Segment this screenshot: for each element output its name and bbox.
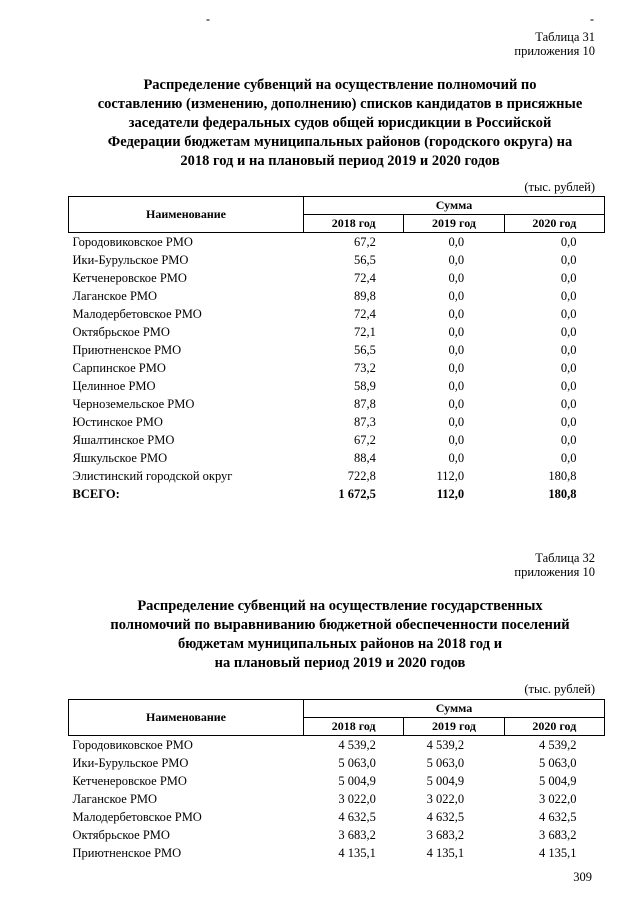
value-2018: 4 135,1 — [338, 846, 376, 860]
value-2020: 0,0 — [560, 271, 577, 285]
table-row — [69, 305, 605, 323]
page-number: 309 — [573, 870, 592, 884]
table32-title — [60, 597, 620, 673]
table-row — [69, 359, 605, 377]
value-2020: 5 004,9 — [539, 774, 577, 788]
row-name: Городовиковское РМО — [72, 235, 193, 249]
table-row — [69, 431, 605, 449]
row-name: Малодербетовское РМО — [72, 307, 202, 321]
header-sum: Сумма — [304, 700, 605, 718]
value-2018: 4 539,2 — [338, 738, 376, 752]
table-row — [69, 323, 605, 341]
scan-mark-left: - — [206, 12, 210, 26]
title-line: составлению (изменению, дополнению) списков кандидатов в присяжные — [97, 96, 583, 112]
value-2018: 72,4 — [353, 271, 376, 285]
table32-units: (тыс. рублей) — [524, 682, 595, 696]
table-row — [69, 341, 605, 359]
value-2019: 0,0 — [448, 397, 465, 411]
row-name: Яшкульское РМО — [72, 451, 168, 465]
table-row — [69, 287, 605, 305]
value-2020: 0,0 — [560, 451, 577, 465]
row-name: Сарпинское РМО — [72, 361, 166, 375]
header-2020: 2020 год — [504, 718, 604, 736]
value-2018: 3 683,2 — [338, 828, 376, 842]
value-2020: 4 632,5 — [539, 810, 577, 824]
table32-number: Таблица 32 — [535, 551, 595, 565]
value-2018: 3 022,0 — [338, 792, 376, 806]
value-2020: 0,0 — [560, 379, 577, 393]
value-2019: 0,0 — [448, 433, 465, 447]
value-2019: 0,0 — [448, 361, 465, 375]
table-row — [69, 826, 605, 844]
value-2020: 180,8 — [548, 487, 577, 501]
value-2020: 0,0 — [560, 289, 577, 303]
value-2019: 0,0 — [448, 325, 465, 339]
value-2018: 72,1 — [353, 325, 376, 339]
value-2018: 67,2 — [353, 235, 376, 249]
table-row — [69, 413, 605, 431]
table31-number: Таблица 31 — [535, 30, 595, 44]
row-name: Кетченеровское РМО — [72, 271, 187, 285]
table-row — [69, 808, 605, 826]
table-row — [69, 754, 605, 772]
value-2019: 3 683,2 — [426, 828, 465, 842]
row-name: Целинное РМО — [72, 379, 156, 393]
value-2019: 0,0 — [448, 253, 465, 267]
value-2020: 0,0 — [560, 307, 577, 321]
row-name: Юстинское РМО — [72, 415, 163, 429]
header-name: Наименование — [69, 700, 304, 736]
row-name: Лаганское РМО — [72, 289, 158, 303]
header-2019: 2019 год — [404, 215, 504, 233]
row-name: Октябрьское РМО — [72, 828, 170, 842]
value-2018: 5 004,9 — [338, 774, 376, 788]
value-2018: 73,2 — [353, 361, 376, 375]
value-2018: 4 632,5 — [338, 810, 376, 824]
table32-reference — [514, 551, 595, 579]
value-2018: 87,8 — [353, 397, 376, 411]
table31-title — [60, 76, 620, 171]
value-2019: 4 135,1 — [426, 846, 465, 860]
table-row — [69, 395, 605, 413]
table-row — [69, 736, 605, 755]
header-2020: 2020 год — [504, 215, 604, 233]
value-2018: 1 672,5 — [338, 487, 376, 501]
title-line: Распределение субвенций на осуществление полномочий по — [143, 77, 537, 93]
table-row — [69, 449, 605, 467]
table-row — [69, 233, 605, 252]
header-sum: Сумма — [304, 197, 605, 215]
value-2020: 3 683,2 — [539, 828, 577, 842]
header-2018: 2018 год — [304, 718, 404, 736]
title-line: Федерации бюджетам муниципальных районов (городского округа) на — [107, 134, 573, 150]
value-2019: 0,0 — [448, 343, 465, 357]
value-2018: 89,8 — [353, 289, 376, 303]
value-2020: 0,0 — [560, 415, 577, 429]
value-2020: 0,0 — [560, 325, 577, 339]
value-2020: 5 063,0 — [539, 756, 577, 770]
value-2019: 0,0 — [448, 379, 465, 393]
value-2018: 58,9 — [353, 379, 376, 393]
row-name: Приютненское РМО — [72, 846, 182, 860]
value-2019: 4 539,2 — [426, 738, 465, 752]
value-2018: 72,4 — [353, 307, 376, 321]
row-name: Ики-Бурульское РМО — [72, 253, 189, 267]
value-2019: 0,0 — [448, 271, 465, 285]
value-2019: 0,0 — [448, 307, 465, 321]
value-2020: 0,0 — [560, 235, 577, 249]
table-row — [69, 377, 605, 395]
value-2020: 0,0 — [560, 433, 577, 447]
title-line: заседатели федеральных судов общей юрисдикции в Российской — [128, 115, 552, 131]
value-2019: 0,0 — [448, 451, 465, 465]
value-2019: 112,0 — [436, 487, 465, 501]
row-name: Кетченеровское РМО — [72, 774, 187, 788]
row-name: Малодербетовское РМО — [72, 810, 202, 824]
table-row — [69, 251, 605, 269]
table31 — [68, 196, 605, 503]
value-2018: 722,8 — [347, 469, 376, 483]
title-line: на плановый период 2019 и 2020 годов — [214, 655, 466, 671]
value-2020: 0,0 — [560, 343, 577, 357]
table-row — [69, 467, 605, 485]
table31-appendix: приложения 10 — [514, 44, 595, 58]
table-row — [69, 790, 605, 808]
value-2020: 0,0 — [560, 397, 577, 411]
value-2019: 4 632,5 — [426, 810, 465, 824]
value-2018: 5 063,0 — [338, 756, 376, 770]
row-name: Черноземельское РМО — [72, 397, 195, 411]
value-2020: 0,0 — [560, 253, 577, 267]
title-line: бюджетам муниципальных районов на 2018 год и — [177, 636, 503, 652]
row-name: Городовиковское РМО — [72, 738, 193, 752]
row-name: Лаганское РМО — [72, 792, 158, 806]
value-2020: 0,0 — [560, 361, 577, 375]
row-name: ВСЕГО: — [72, 487, 120, 501]
value-2020: 180,8 — [548, 469, 577, 483]
header-2019: 2019 год — [404, 718, 504, 736]
title-line: полномочий по выравниванию бюджетной обеспеченности поселений — [110, 617, 570, 633]
table-row — [69, 772, 605, 790]
title-line: Распределение субвенций на осуществление государственных — [137, 598, 543, 614]
row-name: Ики-Бурульское РМО — [72, 756, 189, 770]
table31-reference — [514, 30, 595, 58]
value-2018: 88,4 — [353, 451, 376, 465]
value-2019: 5 004,9 — [426, 774, 465, 788]
value-2019: 112,0 — [436, 469, 465, 483]
value-2019: 3 022,0 — [426, 792, 465, 806]
value-2020: 3 022,0 — [539, 792, 577, 806]
table-row — [69, 269, 605, 287]
row-name: Октябрьское РМО — [72, 325, 170, 339]
title-line: 2018 год и на плановый период 2019 и 2020 годов — [180, 153, 500, 169]
table-total-row — [69, 485, 605, 503]
value-2018: 87,3 — [353, 415, 376, 429]
value-2020: 4 135,1 — [539, 846, 577, 860]
value-2018: 56,5 — [353, 343, 376, 357]
value-2019: 0,0 — [448, 415, 465, 429]
value-2020: 4 539,2 — [539, 738, 577, 752]
table31-units: (тыс. рублей) — [524, 180, 595, 194]
scan-mark-right: - — [590, 12, 594, 26]
row-name: Яшалтинское РМО — [72, 433, 175, 447]
row-name: Элистинский городской округ — [72, 469, 233, 483]
value-2018: 56,5 — [353, 253, 376, 267]
table32-appendix: приложения 10 — [514, 565, 595, 579]
table32 — [68, 699, 605, 862]
header-name: Наименование — [69, 197, 304, 233]
table-row — [69, 844, 605, 862]
value-2018: 67,2 — [353, 433, 376, 447]
value-2019: 5 063,0 — [426, 756, 465, 770]
value-2019: 0,0 — [448, 235, 465, 249]
header-2018: 2018 год — [304, 215, 404, 233]
row-name: Приютненское РМО — [72, 343, 182, 357]
value-2019: 0,0 — [448, 289, 465, 303]
